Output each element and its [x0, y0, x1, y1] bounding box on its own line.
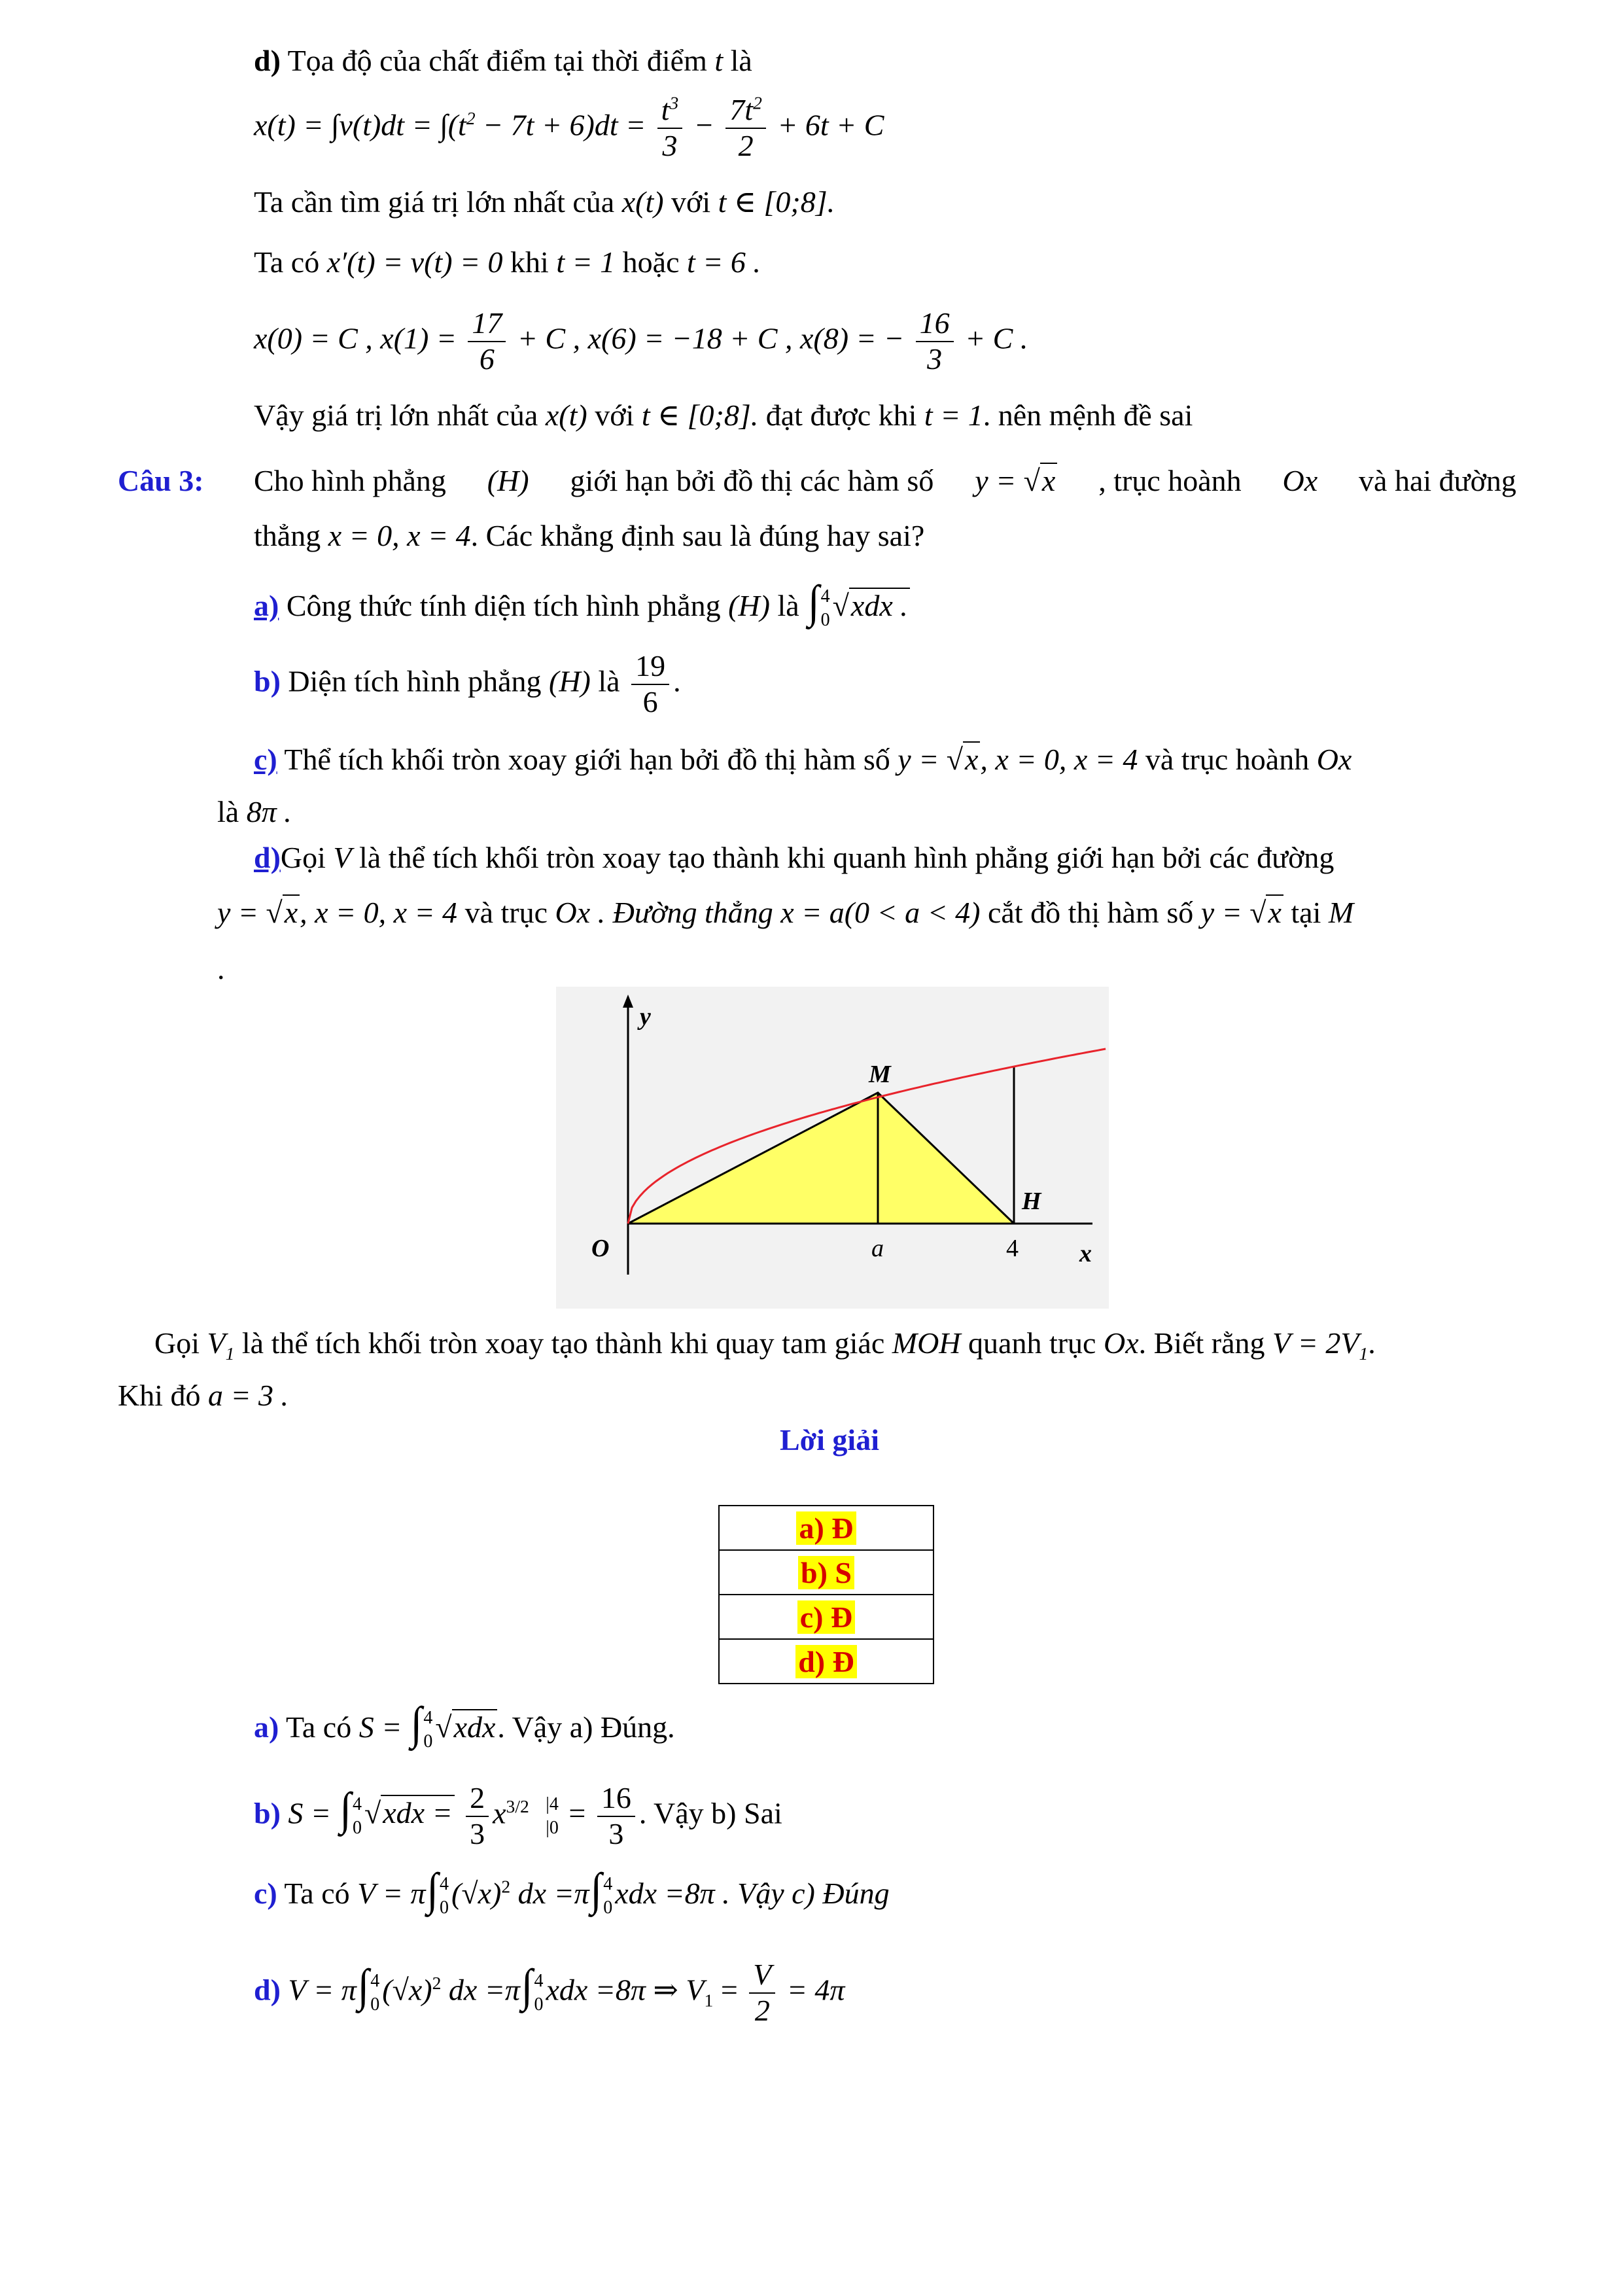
frac-17-6: $\frac{17}{6}$: [468, 306, 506, 377]
statement-d-line2: y = √x, x = 0, x = 4 và trục Ox . Đường thẳng x = a(0 < a < 4) cắt đồ thị hàm số y = √x tại M: [217, 896, 1354, 929]
frac-7t2-over-2: $\frac{7t^2}{2}$: [725, 93, 766, 164]
frac-t3-over-3: $\frac{t^3}{3}$: [657, 93, 683, 164]
tick-a-label: a: [871, 1235, 884, 1262]
frac-16-3: $\frac{16}{3}$: [916, 306, 954, 377]
question-3-stem-line1: Cho hình phẳng (H) giới hạn bởi đồ thị các hàm số y = √x , trục hoành Ox và hai đường: [254, 464, 1516, 497]
prev-integral-formula: $x(t) = \int v(t)dt = \int(t^2 - 7t + 6)dt$ = $\frac{t^3}{3}$ − $\frac{7t^2}{2}$ + 6t + C: [254, 92, 884, 162]
statement-a: a) Công thức tính diện tích hình phẳng (H) là ∫ 4 0 √xdx .: [254, 581, 910, 633]
statement-c-line2: là 8π .: [217, 795, 292, 828]
answer-d: d) Đ: [795, 1645, 857, 1678]
table-row: [719, 1550, 934, 1595]
after-figure-line2: Khi đó a = 3 .: [118, 1379, 289, 1412]
table-row: [719, 1506, 934, 1550]
prev-derivative: Ta có x′(t) = v(t) = 0 khi t = 1 hoặc t = 6 .: [254, 245, 761, 279]
y-axis-label: y: [640, 1003, 651, 1031]
frac-16-3-result: $\frac{16}{3}$: [597, 1781, 635, 1852]
question-3-stem-line2: thẳng x = 0, x = 4. Các khẳng định sau là đúng hay sai?: [254, 519, 925, 552]
prev-part-d-intro: d) Tọa độ của chất điểm tại thời điểm t là: [254, 44, 752, 77]
solution-title: Lời giải: [780, 1423, 879, 1457]
answer-b: b) S: [798, 1556, 854, 1589]
frac-2-3: $\frac{2}{3}$: [466, 1781, 489, 1852]
statement-b: b) Diện tích hình phẳng (H) là $\frac{19}{6}$ .: [254, 649, 681, 718]
prev-conclusion: Vậy giá trị lớn nhất của x(t) với t ∈ [0;8]. đạt được khi t = 1. nên mệnh đề sai: [254, 398, 1193, 432]
solution-b: b) S = ∫ 4 0 √xdx = $\frac{2}{3}$ $x^{3/2}$ |4 |0 = $\frac{16}{3}$ . Vậy b) Sai: [254, 1781, 782, 1850]
question-3-label: Câu 3:: [118, 464, 204, 497]
answer-a: a) Đ: [796, 1511, 856, 1545]
answer-c: c) Đ: [797, 1600, 855, 1634]
point-h-label: H: [1022, 1188, 1041, 1215]
frac-v-2: $\frac{V}{2}$: [749, 1958, 775, 2028]
statement-c: c) Thể tích khối tròn xoay giới hạn bởi đồ thị hàm số y = √x, x = 0, x = 4 và trục hoành Ox: [254, 743, 1352, 776]
prev-values: x(0) = C , x(1) = $\frac{17}{6}$ + C , x(6) = −18 + C , x(8) = − $\frac{16}{3}$ + C .: [254, 306, 1028, 376]
statement-d: d)Gọi V là thể tích khối tròn xoay tạo thành khi quanh hình phẳng giới hạn bởi các đường: [254, 841, 1335, 874]
origin-label: O: [591, 1235, 610, 1262]
table-row: [719, 1595, 934, 1639]
point-m-label: M: [869, 1061, 891, 1088]
solution-d: d) V = π∫ 4 0 $(√x)^2$ dx =π∫ 4 0 xdx =8π ⇒ $V_1$ = $\frac{V}{2}$ = 4π: [254, 1958, 845, 2027]
x-axis-label: x: [1079, 1240, 1092, 1267]
frac-19-6: $\frac{19}{6}$: [631, 649, 669, 720]
volume-figure: [556, 987, 1109, 1309]
statement-d-dot: .: [217, 952, 225, 985]
tick-4-label: 4: [1006, 1235, 1019, 1262]
after-figure-line1: Gọi $V_1$ là thể tích khối tròn xoay tạo thành khi quay tam giác MOH quanh trục Ox. Biết rằng $V = 2V_1$.: [154, 1326, 1376, 1364]
solution-c: c) Ta có V = π∫ 4 0 $(√x)^2$ dx =π∫ 4 0 xdx =8π . Vậy c) Đúng: [254, 1863, 890, 1918]
answer-table: [718, 1505, 934, 1684]
solution-a: a) Ta có S = ∫ 4 0 √xdx. Vậy a) Đúng.: [254, 1697, 675, 1752]
table-row: [719, 1639, 934, 1684]
prev-find-max: Ta cần tìm giá trị lớn nhất của x(t) với t ∈ [0;8].: [254, 185, 835, 219]
